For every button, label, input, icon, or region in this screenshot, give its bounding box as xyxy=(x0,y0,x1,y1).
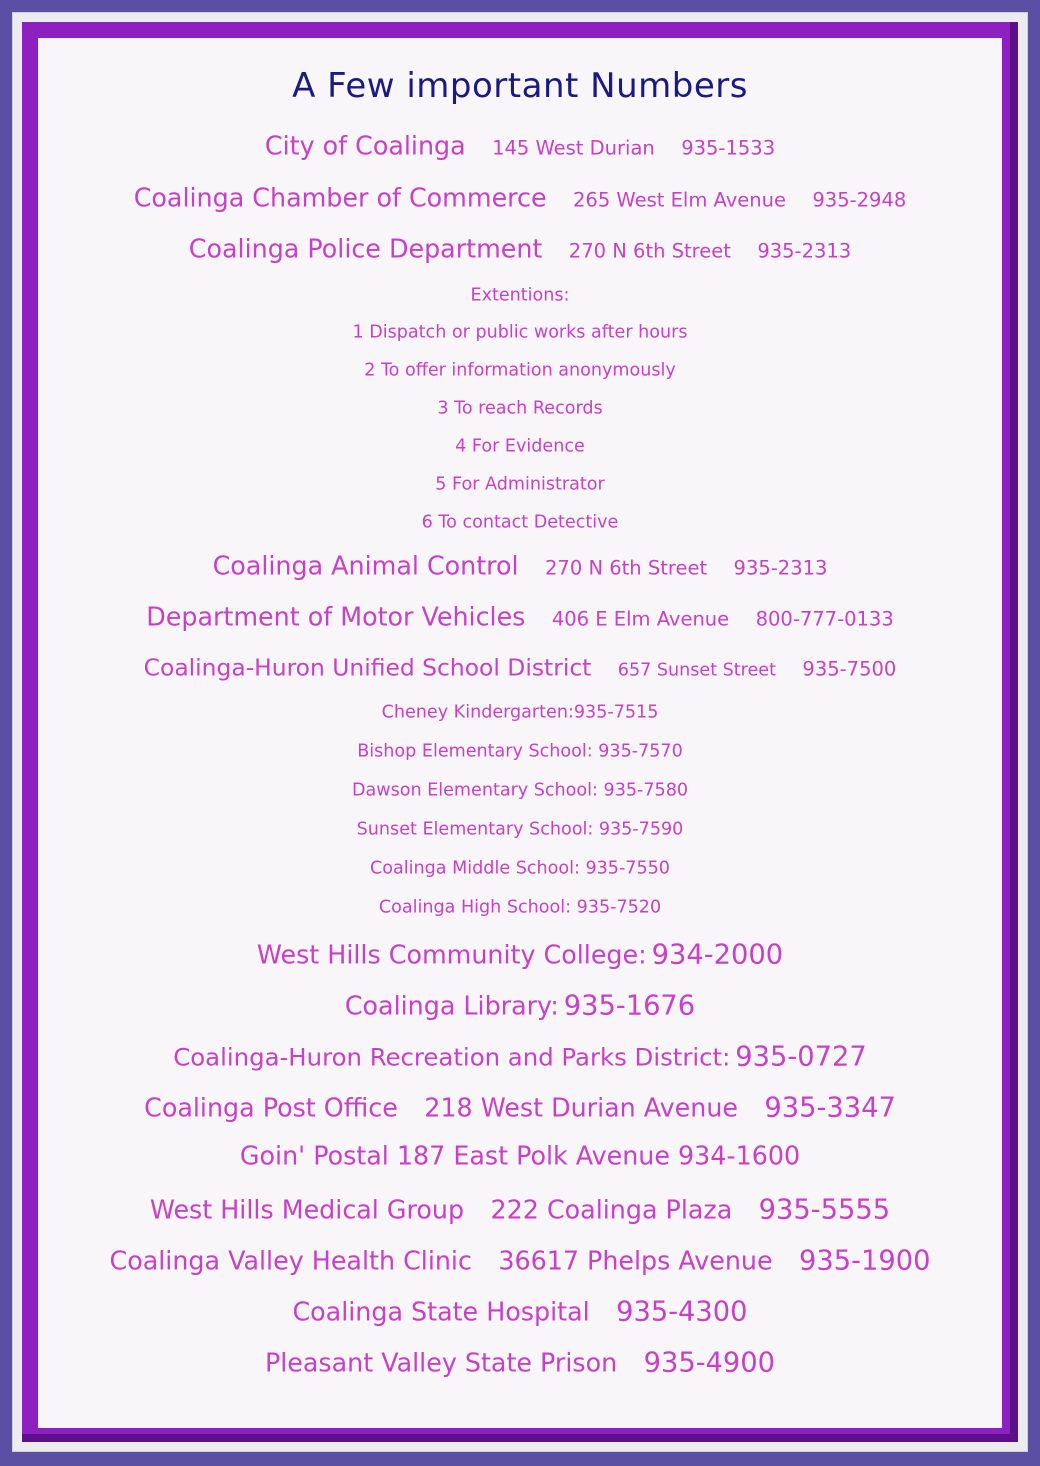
entry-address: 265 West Elm Avenue xyxy=(573,187,786,212)
entry-city xyxy=(50,132,990,161)
entry-address: 145 West Durian xyxy=(492,135,655,160)
entry-phone: 935-4300 xyxy=(616,1295,748,1328)
entry-phone: 935-7500 xyxy=(802,656,897,681)
entry-phone: 935-1676 xyxy=(563,989,696,1022)
entry-phone: 935-2313 xyxy=(757,238,852,263)
police-extension: 4 For Evidence xyxy=(455,436,585,457)
entry-address: 270 N 6th Street xyxy=(545,555,708,580)
school-entry: Coalinga High School: 935-7520 xyxy=(378,897,662,918)
entry-school-district xyxy=(50,654,990,681)
entry-phone: 800-777-0133 xyxy=(755,606,894,631)
entry-name: City of Coalinga xyxy=(264,132,466,162)
entry-college xyxy=(50,938,990,970)
entry-phone: 935-2948 xyxy=(812,187,907,212)
document-page xyxy=(38,38,1002,1428)
entry-phone: 935-4900 xyxy=(643,1346,776,1379)
entry-name: Coalinga Post Office xyxy=(144,1093,398,1124)
school-entry: Cheney Kindergarten:935-7515 xyxy=(381,702,659,723)
entry-name: Pleasant Valley State Prison xyxy=(264,1348,618,1379)
entry-address: 222 Coalinga Plaza xyxy=(490,1195,733,1226)
entry-name: West Hills Community College: xyxy=(256,940,647,971)
police-extension: 3 To reach Records xyxy=(437,398,603,419)
police-extension: 1 Dispatch or public works after hours xyxy=(352,322,688,343)
school-entry: Sunset Elementary School: 935-7590 xyxy=(356,819,684,840)
entry-name: Coalinga-Huron Recreation and Parks District: xyxy=(173,1042,731,1072)
school-entry: Bishop Elementary School: 935-7570 xyxy=(357,741,683,762)
entry-name: Coalinga Police Department xyxy=(188,235,543,265)
entry-name: Coalinga Valley Health Clinic xyxy=(109,1246,472,1277)
entry-phone: 934-2000 xyxy=(651,938,784,971)
entry-recreation xyxy=(50,1040,990,1072)
entry-phone: 935-5555 xyxy=(758,1193,891,1226)
police-extension: 2 To offer information anonymously xyxy=(364,360,676,381)
entry-dmv xyxy=(50,603,990,632)
police-extension: 5 For Administrator xyxy=(435,474,605,495)
entry-police xyxy=(50,235,990,264)
school-entry: Coalinga Middle School: 935-7550 xyxy=(370,858,670,879)
entry-address: 406 E Elm Avenue xyxy=(551,606,730,631)
entry-phone: 935-1533 xyxy=(681,135,776,160)
police-extension: 6 To contact Detective xyxy=(421,512,619,533)
entry-hospital xyxy=(50,1295,990,1327)
entry-address: 657 Sunset Street xyxy=(617,659,776,681)
entry-name: West Hills Medical Group xyxy=(149,1195,465,1226)
entry-post-office xyxy=(50,1091,990,1123)
entry-name: Coalinga Library: xyxy=(344,991,559,1022)
page-title: A Few important Numbers xyxy=(292,66,748,106)
entry-library xyxy=(50,989,990,1021)
entry-prison xyxy=(50,1346,990,1378)
entry-chamber xyxy=(50,184,990,213)
entry-phone: 935-0727 xyxy=(735,1040,867,1073)
entry-name: Coalinga State Hospital xyxy=(292,1297,590,1328)
entry-clinic xyxy=(50,1244,990,1276)
entry-address: 36617 Phelps Avenue xyxy=(498,1246,773,1277)
entry-animal-control xyxy=(50,552,990,581)
entry-name: Coalinga-Huron Unified School District xyxy=(143,654,592,682)
entry-name: Department of Motor Vehicles xyxy=(146,603,526,633)
entry-phone: 935-2313 xyxy=(733,555,828,580)
entry-address: 270 N 6th Street xyxy=(568,238,731,263)
entry-name: Coalinga Animal Control xyxy=(212,552,519,582)
entry-goin-postal: Goin' Postal 187 East Polk Avenue 934-1600 xyxy=(239,1142,801,1172)
entry-address: 218 West Durian Avenue xyxy=(424,1093,738,1124)
entry-phone: 935-3347 xyxy=(764,1091,896,1124)
entry-name: Coalinga Chamber of Commerce xyxy=(133,184,547,214)
entry-phone: 935-1900 xyxy=(799,1244,931,1277)
entry-medical xyxy=(50,1193,990,1225)
school-entry: Dawson Elementary School: 935-7580 xyxy=(351,780,689,801)
police-extensions-label: Extentions: xyxy=(470,285,570,306)
